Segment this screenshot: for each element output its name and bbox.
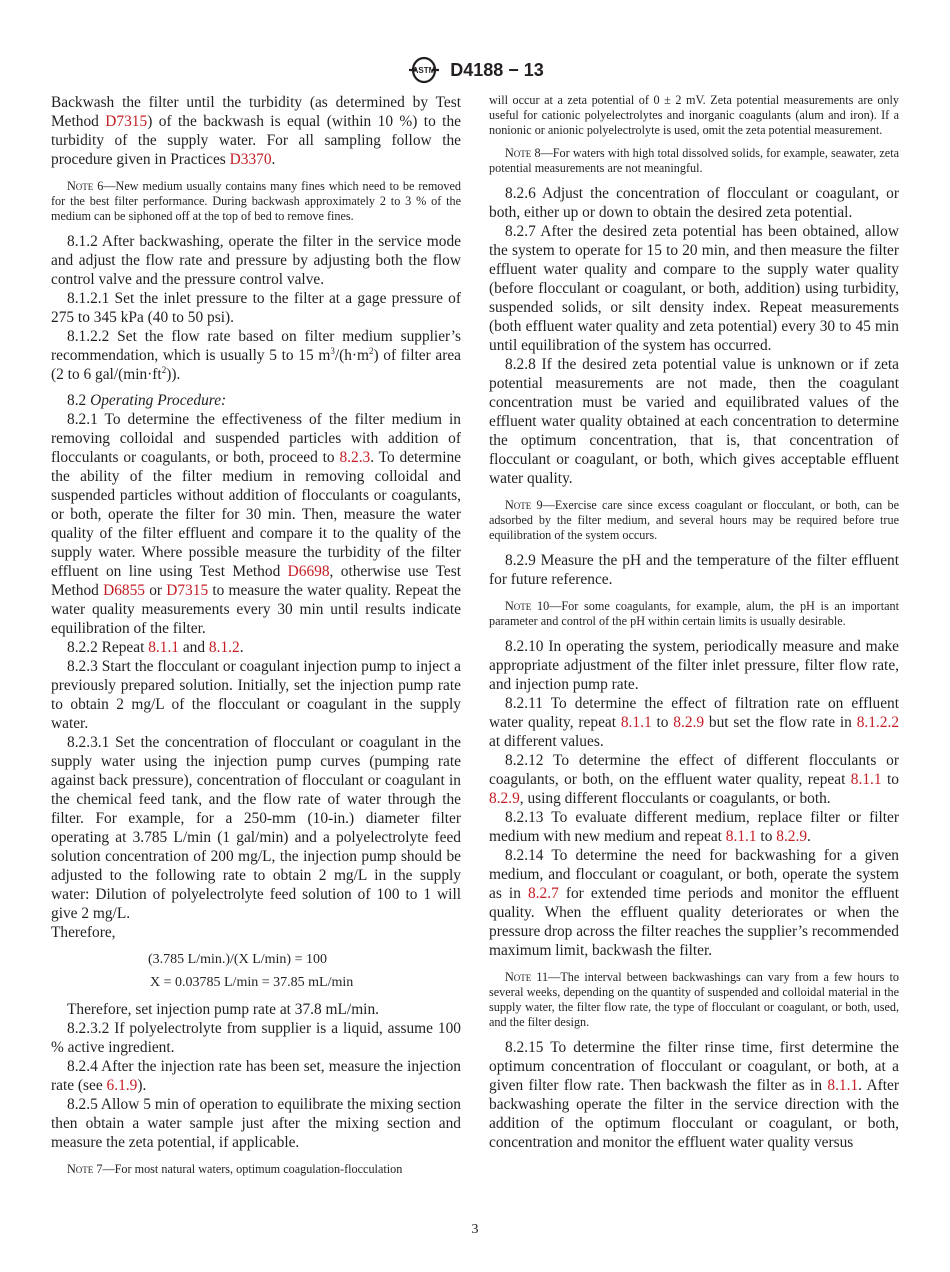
- paragraph-8-2-3-1: 8.2.3.1 Set the concentration of flocculant or coagulant in the supply water using the injection pump curves (pumping rate against back pressure), concentration of flocculant or coagulant in the chemical feed tank, and the flow rate of water through the filter. For example, for a 250-mm (10-in.) diameter filter operating at 3.785 L/min (1 gal/min) and a polyelectrolyte feed solution concentration of 200 mg/L, the injection pump should be adjusted to the following rate to obtain 2 mg/L in the supply water: Dilution of polyelectrolyte feed solution of 100 to 1 will give 2 mg/L.: [51, 734, 461, 922]
- ref-link[interactable]: D6698: [287, 563, 330, 580]
- note-7: Note 7—For most natural waters, optimum coagulation-flocculation: [67, 1162, 403, 1176]
- note-10: Note 10—For some coagulants, for example, alum, the pH is an important parameter and control of the pH within certain limits is usually desirable.: [489, 599, 899, 628]
- left-column: [51, 93, 461, 1185]
- ref-link[interactable]: 8.1.2.2: [856, 714, 900, 731]
- ref-link[interactable]: 8.1.1: [827, 1077, 859, 1094]
- ref-link[interactable]: 8.1.1: [725, 828, 757, 845]
- ref-link[interactable]: 8.2.9: [489, 790, 520, 807]
- paragraph-8-2-2: 8.2.2 Repeat 8.1.1 and 8.1.2.: [67, 639, 244, 656]
- document-id: D4188 − 13: [450, 59, 544, 80]
- paragraph-8-2-6: 8.2.6 Adjust the concentration of flocculant or coagulant, or both, either up or down to obtain the desired zeta potential.: [489, 185, 899, 221]
- paragraph-8-2-7: 8.2.7 After the desired zeta potential has been obtained, allow the system to operate for 15 to 20 min, and then measure the filter effluent water quality and compare to the supply water quality (before flocculant or coagulant, or both, addition) using turbidity, suspended solids, or silt density index. Repeat measurements (both effluent water quality and zeta potential) every 30 to 45 min until equilibration of the system has occurred.: [489, 223, 899, 354]
- paragraph-8-2-1: 8.2.1 To determine the effectiveness of the filter medium in removing colloidal and suspended particles with addition of flocculants or coagulants, or both, proceed to 8.2.3. To determine the ability of the filter medium in removing colloidal and suspended particles without addition of flocculants or coagulants, or both, operate the filter for 30 min. Then, measure the water quality of the filter effluent and compare it to the quality of the supply water. Where possible measure the turbidity of the filter effluent on line using Test Method D6698, otherwise use Test Method D6855 or D7315 to measure the water quality. Repeat the water quality measurements every 30 min until results indicate equilibration of the filter.: [51, 411, 461, 637]
- paragraph-therefore-set: Therefore, set injection pump rate at 37.8 mL/min.: [67, 1001, 379, 1018]
- ref-link[interactable]: 8.1.1: [620, 714, 652, 731]
- paragraph-8-2-15: 8.2.15 To determine the filter rinse time, first determine the optimum concentration of flocculant or coagulant, or both, at a given filter flow rate. Then backwash the filter as in 8.1.1. After backwashing operate the filter in the service direction with the addition of the optimum flocculant or coagulant, or both, concentration and monitor the effluent water quality versus: [489, 1039, 900, 1151]
- ref-link[interactable]: 8.1.1: [850, 771, 882, 788]
- ref-link[interactable]: 8.2.9: [776, 828, 808, 845]
- paragraph-8-2-5: 8.2.5 Allow 5 min of operation to equilibrate the mixing section then obtain a water sample just after the mixing section and measure the zeta potential, if applicable.: [51, 1096, 461, 1151]
- ref-link[interactable]: 8.2.7: [527, 885, 559, 902]
- paragraph-8-2-3-2: 8.2.3.2 If polyelectrolyte from supplier is a liquid, assume 100 % active ingredient.: [51, 1020, 461, 1056]
- paragraph-8-1-2: 8.1.2 After backwashing, operate the filter in the service mode and adjust the flow rate and pressure by adjusting both the flow control valve and the pressure control valve.: [51, 233, 461, 288]
- svg-text:ASTM: ASTM: [412, 66, 436, 75]
- paragraph-8-1-2-2: 8.1.2.2 Set the flow rate based on filter medium supplier’s recommendation, which is usually 5 to 15 $m^3/(h\cdot m^2)$ of filter area (2 to 6 gal/$(\min\cdot ft^2)$).: [51, 328, 461, 383]
- paragraph-backwash: Backwash the filter until the turbidity (as determined by Test Method D7315) of the backwash is equal (within 10 %) to the turbidity of the supply water. For all sampling follow the procedure given in Practices D3370.: [51, 94, 461, 168]
- paragraph-8-2-13: 8.2.13 To evaluate different medium, replace filter or filter medium with new medium and repeat 8.1.1 to 8.2.9.: [489, 809, 899, 845]
- note-7-continued: will occur at a zeta potential of 0 ± 2 mV. Zeta potential measurements are only useful for cationic polyelectrolytes and inorganic coagulants (alum and iron). If a nonionic or anionic polyelectrolyte is used, omit the zeta potential measurement.: [489, 93, 899, 137]
- paragraph-8-2-14: 8.2.14 To determine the need for backwashing for a given medium, and flocculant or coagulant, or both, operate the system as in 8.2.7 for extended time periods and monitor the effluent quality. When the effluent quality deteriorates or when the pressure drop across the filter reaches the supplier’s recommended maximum limit, backwash the filter.: [489, 847, 899, 959]
- paragraph-8-2-3: 8.2.3 Start the flocculant or coagulant injection pump to inject a previously prepared solution. Initially, set the injection pump rate to obtain 2 mg/L of the flocculant or coagulant in the supply water.: [51, 658, 461, 732]
- ref-link[interactable]: 8.1.1: [148, 639, 179, 656]
- right-column: [489, 93, 899, 1152]
- section-8-2-heading: 8.2 Operating Procedure:: [67, 392, 227, 409]
- astm-logo-icon: [406, 56, 442, 84]
- ref-link[interactable]: D3370: [229, 151, 272, 168]
- ref-link[interactable]: D7315: [166, 582, 209, 599]
- note-11: Note 11—The interval between backwashings can vary from a few hours to several weeks, depending on the quantity of suspended and colloidal material in the supply water, the filter flow rate, the type of flocculant or coagulant, or both, used, and the filter design.: [489, 970, 899, 1029]
- ref-link[interactable]: D6855: [103, 582, 145, 599]
- ref-link[interactable]: 6.1.9: [106, 1077, 138, 1094]
- note-9: Note 9—Exercise care since excess coagulant or flocculant, or both, can be adsorbed by the filter medium, and several hours may be required before true equilibration of the system occurs.: [489, 498, 899, 542]
- therefore-text: Therefore,: [51, 924, 116, 941]
- ref-link[interactable]: D7315: [105, 113, 148, 130]
- paragraph-8-2-12: 8.2.12 To determine the effect of different flocculants or coagulants, or both, on the effluent water quality, repeat 8.1.1 to 8.2.9, using different flocculants or coagulants, or both.: [489, 752, 899, 807]
- paragraph-8-2-8: 8.2.8 If the desired zeta potential value is unknown or if zeta potential measurements are not made, then the coagulant concentration must be varied and equilibrated values of the effluent water quality obtained at each concentration to determine the optimum concentration, that is, that concentration of flocculant or coagulant, or both, which gives acceptable effluent water quality.: [489, 356, 899, 487]
- note-8: Note 8—For waters with high total dissolved solids, for example, seawater, zeta potential measurements are not meaningful.: [489, 146, 900, 175]
- paragraph-8-2-11: 8.2.11 To determine the effect of filtration rate on effluent water quality, repeat 8.1.1 to 8.2.9 but set the flow rate in 8.1.2.2 at different values.: [489, 695, 900, 750]
- paragraph-8-2-9: 8.2.9 Measure the pH and the temperature of the filter effluent for future reference.: [489, 552, 899, 588]
- ref-link[interactable]: 8.2.9: [673, 714, 705, 731]
- equation-1: (3.785 L/min.)/(X L/min) = 100: [148, 952, 327, 967]
- note-6: Note 6—New medium usually contains many fines which need to be removed for the best filter performance. During backwash approximately 2 to 3 % of the medium can be siphoned off at the top of bed to remove fines.: [51, 179, 461, 223]
- equation-2: X = 0.03785 L/min = 37.85 mL/min: [150, 975, 354, 990]
- paragraph-8-2-4: 8.2.4 After the injection rate has been set, measure the injection rate (see 6.1.9).: [51, 1058, 461, 1094]
- page-number: 3: [471, 1222, 479, 1237]
- paragraph-8-2-10: 8.2.10 In operating the system, periodically measure and make appropriate adjustment of the filter inlet pressure, filter flow rate, and injection pump rate.: [489, 638, 899, 693]
- ref-link[interactable]: 8.1.2: [208, 639, 240, 656]
- ref-link[interactable]: 8.2.3: [339, 449, 371, 466]
- paragraph-8-1-2-1: 8.1.2.1 Set the inlet pressure to the filter at a gage pressure of 275 to 345 kPa (40 to 50 psi).: [51, 290, 461, 326]
- page-header: [0, 56, 950, 86]
